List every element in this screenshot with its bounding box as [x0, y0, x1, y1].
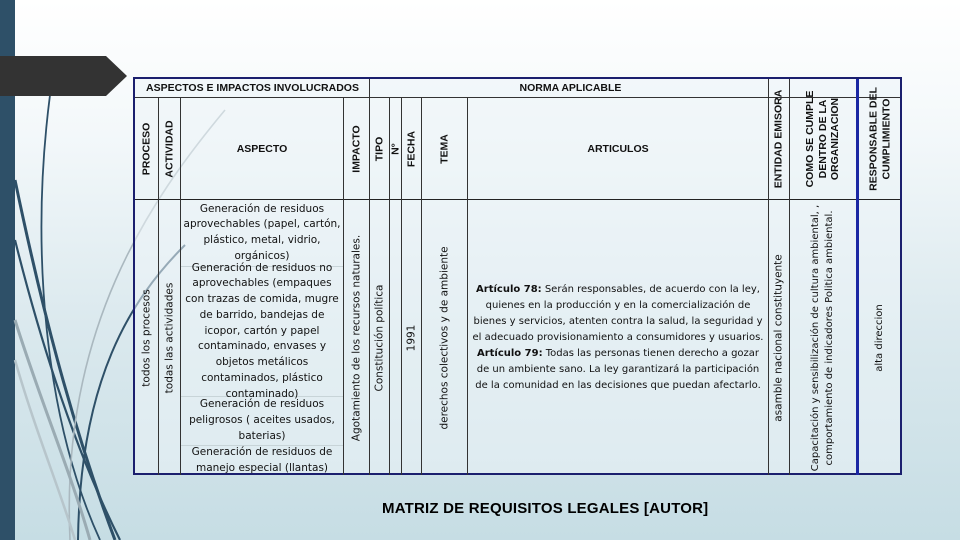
- col-header-proceso: PROCESO: [140, 122, 153, 175]
- col-header-como-se-cumple: COMO SE CUMPLE DENTRO DE LA ORGANIZACION: [804, 90, 842, 188]
- col-header-entidad-emisora: ENTIDAD EMISORA: [772, 89, 785, 189]
- cell-entidad-emisora: asamble nacional constituyente: [772, 253, 785, 422]
- articles-text: Artículo 78: Serán responsables, de acuerdo con la ley, quienes en la producción y en la comercialización de bienes y servicios, atenten contra la salud, la seguridad y el adecuado provisionamiento a consumidores y usuarios. Artículo 79: Todas las personas tienen derecho a gozar de un ambiente sano. La ley garantizará la participación de la comunidad en las decisiones que puedan afectarlo.: [472, 283, 764, 391]
- cell-actividad: todas las actividades: [163, 282, 176, 393]
- cell-como-se-cumple: Capacitación y sensibilización de cultura ambiental, , comportamiento de indicadores Politica ambiental.: [810, 204, 835, 471]
- aspect-item: Generación de residuos peligrosos ( aceites usados, baterias): [181, 397, 343, 446]
- group-header-norm: NORMA APLICABLE: [519, 82, 622, 94]
- title-arrow-banner: [0, 56, 127, 96]
- aspect-item: Generación de residuos aprovechables (papel, cartón, plástico, metal, vidrio, orgánicos): [181, 200, 343, 267]
- cell-numero: [390, 200, 401, 475]
- col-header-tema: TEMA: [438, 133, 451, 164]
- legal-requirements-matrix: [133, 77, 902, 475]
- col-header-numero: N°: [389, 142, 402, 155]
- aspect-item: Generación de residuos de manejo especial (llantas): [191, 445, 333, 474]
- col-header-responsable: RESPONSABLE DEL CUMPLIMIENTO: [866, 87, 892, 191]
- aspect-item: Generación de residuos no aprovechables (empaques con trazas de comida, mugre de barrido, bandejas de icopor, cartón y papel contaminado, envases y objetos metálicos contaminados, plástico contaminado): [181, 267, 343, 397]
- cell-articulos: [468, 200, 768, 475]
- cell-impacto: Agotamiento de los recursos naturales.: [350, 234, 363, 441]
- col-header-fecha: FECHA: [405, 130, 418, 167]
- cell-fecha: 1991: [405, 324, 418, 351]
- col-header-articulos: ARTICULOS: [587, 142, 649, 155]
- col-header-actividad: ACTIVIDAD: [163, 119, 176, 178]
- col-header-impacto: IMPACTO: [350, 124, 363, 173]
- col-header-aspecto: ASPECTO: [236, 142, 288, 155]
- cell-responsable: alta direccion: [873, 303, 885, 372]
- cell-proceso: todos los procesos: [140, 288, 153, 387]
- cell-tipo: Constitución política: [373, 284, 386, 391]
- slide-caption: MATRIZ DE REQUISITOS LEGALES [AUTOR]: [382, 500, 709, 517]
- cell-tema: derechos colectivos y de ambiente: [438, 245, 451, 430]
- col-header-tipo: TIPO: [373, 136, 386, 161]
- group-header-aspects: ASPECTOS E IMPACTOS INVOLUCRADOS: [146, 82, 359, 94]
- cell-aspectos: [181, 200, 343, 475]
